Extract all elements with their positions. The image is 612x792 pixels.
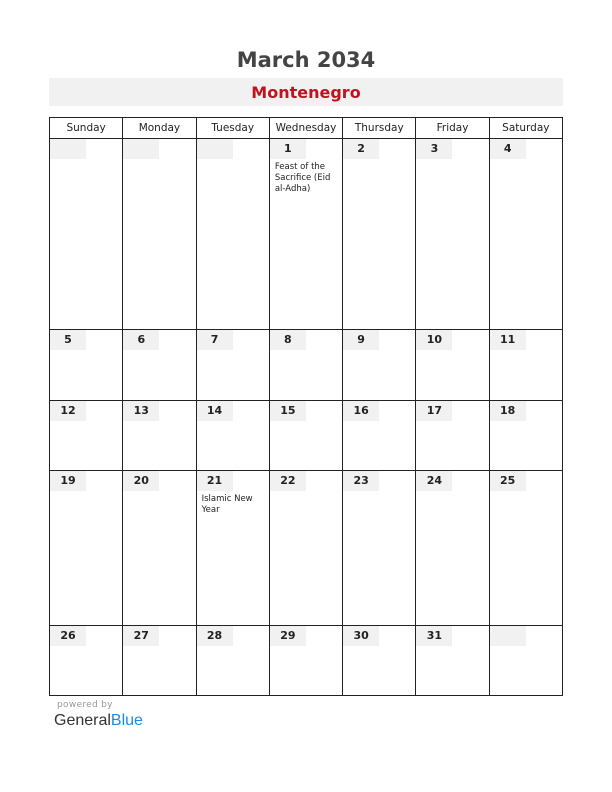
- weekday-header: Friday: [416, 118, 489, 139]
- day-number: 29: [270, 626, 306, 646]
- day-number: 15: [270, 401, 306, 421]
- day-number: [123, 139, 159, 159]
- week-row: [50, 330, 563, 400]
- day-number: 23: [343, 471, 379, 491]
- powered-by-text: powered by: [57, 700, 113, 710]
- day-number: 19: [50, 471, 86, 491]
- day-number: 13: [123, 401, 159, 421]
- holiday-label: Feast of the Sacrifice (Eid al-Adha): [274, 162, 331, 194]
- day-cell: [343, 471, 416, 625]
- day-number: 5: [50, 330, 86, 350]
- day-number: 1: [270, 139, 306, 159]
- weekday-header: Saturday: [489, 118, 562, 139]
- day-cell: [489, 625, 562, 696]
- holiday-label: Islamic New Year: [201, 494, 253, 516]
- day-cell: [196, 400, 269, 470]
- day-cell: [489, 330, 562, 400]
- day-cell: [50, 330, 123, 400]
- day-cell: [123, 330, 196, 400]
- week-row: [50, 471, 563, 625]
- day-cell: [269, 139, 342, 330]
- day-number: 3: [416, 139, 452, 159]
- day-number: 20: [123, 471, 159, 491]
- day-cell: [269, 625, 342, 696]
- day-number: 21: [197, 471, 233, 491]
- day-cell: [343, 330, 416, 400]
- day-number: 24: [416, 471, 452, 491]
- day-number: 9: [343, 330, 379, 350]
- day-cell: [343, 625, 416, 696]
- day-number: 6: [123, 330, 159, 350]
- weekday-header: Monday: [123, 118, 196, 139]
- day-number: 11: [490, 330, 526, 350]
- day-cell: [123, 139, 196, 330]
- day-cell: [269, 330, 342, 400]
- day-cell: [196, 330, 269, 400]
- day-cell: [50, 625, 123, 696]
- day-cell: [123, 471, 196, 625]
- day-number: 26: [50, 626, 86, 646]
- day-cell: [196, 139, 269, 330]
- day-cell: [123, 625, 196, 696]
- day-cell: [123, 400, 196, 470]
- day-cell: [196, 625, 269, 696]
- day-cell: [416, 400, 489, 470]
- day-number: 12: [50, 401, 86, 421]
- day-number: 18: [490, 401, 526, 421]
- day-cell: [343, 400, 416, 470]
- day-number: 25: [490, 471, 526, 491]
- footer: [54, 700, 143, 730]
- day-number: 28: [197, 626, 233, 646]
- day-number: 16: [343, 401, 379, 421]
- weekday-header: Sunday: [50, 118, 123, 139]
- day-cell: [416, 625, 489, 696]
- brand-logo[interactable]: [54, 712, 143, 730]
- day-cell: [269, 400, 342, 470]
- day-number: 8: [270, 330, 306, 350]
- country-banner: [49, 78, 563, 106]
- country-name: Montenegro: [251, 83, 361, 102]
- day-cell: [489, 471, 562, 625]
- day-cell: [489, 139, 562, 330]
- day-cell: [269, 471, 342, 625]
- day-number: [50, 139, 86, 159]
- day-number: 10: [416, 330, 452, 350]
- day-cell: [50, 139, 123, 330]
- day-number: 22: [270, 471, 306, 491]
- day-cell: [343, 139, 416, 330]
- week-row: [50, 139, 563, 330]
- calendar-grid: [49, 117, 563, 696]
- day-number: 30: [343, 626, 379, 646]
- day-cell: [416, 330, 489, 400]
- weekday-header: Wednesday: [269, 118, 342, 139]
- day-number: 17: [416, 401, 452, 421]
- day-cell: [416, 139, 489, 330]
- day-number: 27: [123, 626, 159, 646]
- week-row: [50, 625, 563, 696]
- day-number: 4: [490, 139, 526, 159]
- day-cell: [489, 400, 562, 470]
- day-number: 7: [197, 330, 233, 350]
- day-number: 14: [197, 401, 233, 421]
- page-title: March 2034: [236, 48, 376, 72]
- weekday-header: Tuesday: [196, 118, 269, 139]
- week-row: [50, 400, 563, 470]
- day-number: [490, 626, 526, 646]
- day-cell: [196, 471, 269, 625]
- brand-general: General: [54, 712, 111, 729]
- day-cell: [416, 471, 489, 625]
- day-cell: [50, 400, 123, 470]
- day-number: 2: [343, 139, 379, 159]
- weekday-header: Thursday: [343, 118, 416, 139]
- day-cell: [50, 471, 123, 625]
- day-number: 31: [416, 626, 452, 646]
- brand-blue: Blue: [110, 712, 143, 729]
- day-number: [197, 139, 233, 159]
- weekday-header-row: [50, 118, 563, 139]
